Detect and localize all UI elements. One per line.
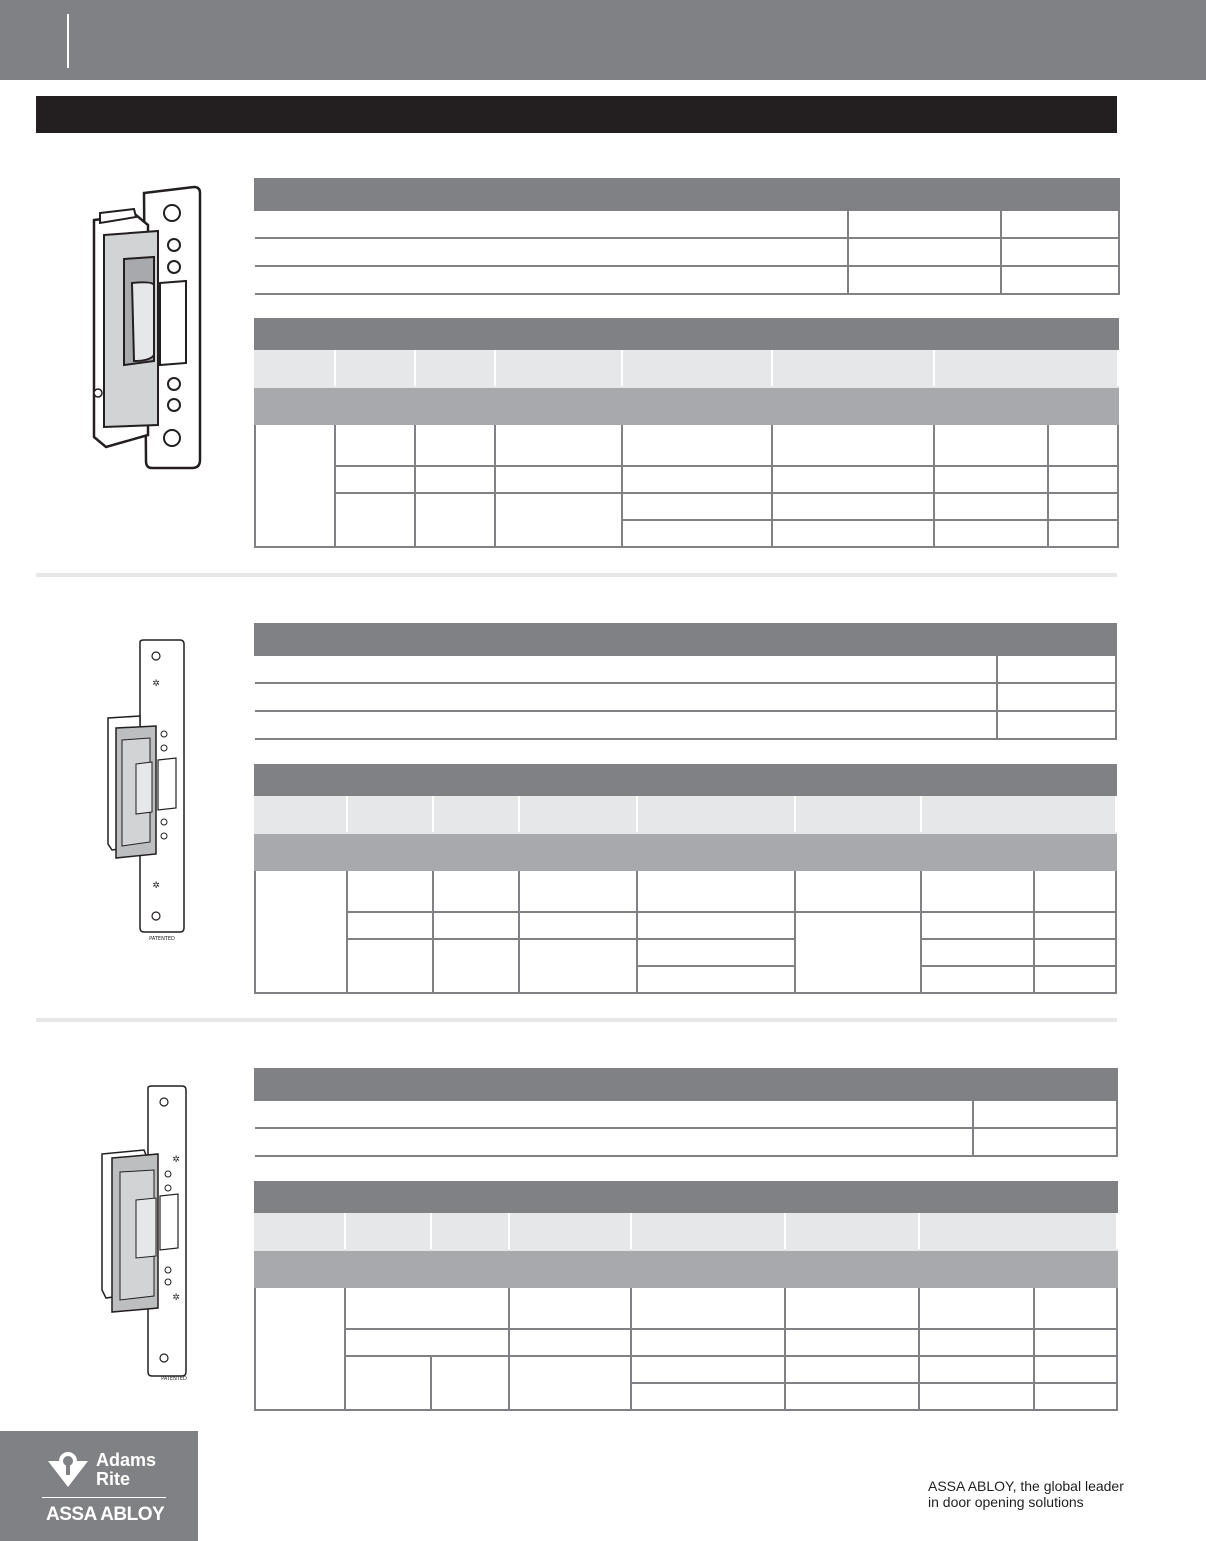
table-cell (433, 912, 519, 939)
header-cell (848, 179, 1001, 210)
table-cell (934, 493, 1048, 520)
table-cell (848, 266, 1001, 294)
section-divider (36, 573, 1117, 577)
table-cell (345, 1287, 431, 1329)
section-title-bar (36, 96, 1117, 133)
table-cell (347, 939, 433, 993)
table-cell (519, 912, 637, 939)
table-cell (1034, 1329, 1117, 1356)
table-cell (335, 424, 415, 466)
tagline-line-2: in door opening solutions (928, 1494, 1084, 1510)
patented-label: PATENTED (161, 1376, 187, 1382)
footer-tagline (928, 1478, 1124, 1510)
spec-table-2 (254, 764, 1117, 994)
table-cell (795, 870, 921, 912)
table-cell (255, 424, 335, 547)
spec-table-1 (254, 318, 1119, 548)
table-cell (934, 424, 1048, 466)
header-cell (255, 319, 1118, 349)
table-cell (1001, 210, 1119, 238)
table-cell (921, 939, 1034, 966)
section-divider (36, 1018, 1117, 1022)
header-cell (921, 795, 1116, 833)
table-cell (509, 1287, 631, 1329)
table-cell (509, 1329, 631, 1356)
table-cell (415, 493, 495, 547)
table-cell (433, 870, 519, 912)
header-cell (785, 1212, 919, 1250)
table-cell (785, 1383, 919, 1410)
table-cell (785, 1287, 919, 1329)
header-cell (631, 1212, 785, 1250)
table-cell (795, 912, 921, 993)
table-cell (495, 466, 622, 493)
svg-text:✲: ✲ (172, 1155, 180, 1165)
table-cell (631, 1383, 785, 1410)
table-cell (637, 870, 795, 912)
table-cell (934, 520, 1048, 547)
header-cell (255, 765, 1116, 795)
table-cell (919, 1329, 1034, 1356)
header-cell (345, 1212, 431, 1250)
brand-name (96, 1451, 156, 1489)
function-table-3 (254, 1068, 1118, 1157)
table-cell (785, 1356, 919, 1383)
header-cell (997, 624, 1116, 655)
brand-line-1: Adams (96, 1450, 157, 1470)
header-cell (255, 1212, 345, 1250)
table-cell (255, 870, 347, 993)
table-cell (921, 912, 1034, 939)
table-cell (495, 424, 622, 466)
table-cell (415, 466, 495, 493)
svg-text:✲: ✲ (152, 679, 160, 689)
table-cell (495, 493, 622, 547)
svg-text:✲: ✲ (172, 1293, 180, 1303)
table-cell (519, 939, 637, 993)
header-cell (495, 349, 622, 387)
table-cell (255, 1100, 973, 1128)
table-cell (431, 1329, 509, 1356)
function-table-2 (254, 623, 1117, 740)
table-cell (255, 1287, 345, 1410)
table-cell (637, 912, 795, 939)
table-cell (622, 424, 772, 466)
table-cell (919, 1356, 1034, 1383)
table-cell (622, 520, 772, 547)
band-cell (255, 833, 1116, 870)
table-cell (255, 210, 848, 238)
spec-table-3 (254, 1181, 1118, 1411)
logo-divider (42, 1497, 166, 1498)
table-cell (1048, 424, 1118, 466)
table-cell (415, 424, 495, 466)
header-tick (67, 14, 69, 68)
svg-text:✲: ✲ (152, 881, 160, 891)
table-cell (848, 238, 1001, 266)
table-cell (934, 466, 1048, 493)
table-cell (848, 210, 1001, 238)
header-cell (255, 1069, 973, 1100)
table-cell (1001, 266, 1119, 294)
header-cell (934, 349, 1118, 387)
band-cell (255, 387, 1118, 424)
header-cell (772, 349, 934, 387)
table-cell (509, 1356, 631, 1410)
table-cell (1048, 466, 1118, 493)
table-cell (255, 1128, 973, 1156)
header-cell (431, 1212, 509, 1250)
table-cell (631, 1329, 785, 1356)
header-cell (415, 349, 495, 387)
table-cell (1034, 1287, 1117, 1329)
table-cell (255, 266, 848, 294)
table-cell (1034, 870, 1116, 912)
table-cell (431, 1287, 509, 1329)
header-cell (509, 1212, 631, 1250)
header-cell (622, 349, 772, 387)
header-cell (255, 179, 848, 210)
header-cell (335, 349, 415, 387)
table-cell (637, 966, 795, 993)
header-cell (255, 624, 997, 655)
table-cell (637, 939, 795, 966)
table-cell (335, 466, 415, 493)
table-cell (785, 1329, 919, 1356)
table-cell (335, 493, 415, 547)
table-cell (1048, 493, 1118, 520)
table-cell (255, 683, 997, 711)
header-cell (255, 349, 335, 387)
table-cell (997, 655, 1116, 683)
header-band (0, 0, 1206, 80)
header-cell (637, 795, 795, 833)
table-cell (1034, 966, 1116, 993)
patented-label: PATENTED (149, 936, 175, 942)
table-cell (622, 466, 772, 493)
header-cell (255, 795, 347, 833)
table-cell (921, 870, 1034, 912)
brand-line-2: Rite (96, 1469, 131, 1489)
table-cell (921, 966, 1034, 993)
header-cell (347, 795, 433, 833)
table-cell (345, 1329, 431, 1356)
table-cell (919, 1287, 1034, 1329)
table-cell (973, 1128, 1117, 1156)
table-cell (255, 711, 997, 739)
table-cell (772, 466, 934, 493)
header-cell (433, 795, 519, 833)
table-cell (973, 1100, 1117, 1128)
header-cell (1001, 179, 1119, 210)
parent-brand: ASSA ABLOY (46, 1504, 165, 1525)
table-cell (997, 711, 1116, 739)
header-cell (519, 795, 637, 833)
table-cell (631, 1287, 785, 1329)
table-cell (1034, 1356, 1117, 1383)
electric-strike-image-3 (98, 1082, 198, 1388)
table-cell (772, 493, 934, 520)
electric-strike-image-1 (76, 185, 216, 475)
band-cell (255, 1250, 1117, 1287)
table-cell (631, 1356, 785, 1383)
table-cell (1048, 520, 1118, 547)
table-cell (433, 939, 519, 993)
table-cell (347, 870, 433, 912)
header-cell (795, 795, 921, 833)
table-cell (772, 520, 934, 547)
header-cell (919, 1212, 1117, 1250)
table-cell (255, 238, 848, 266)
table-cell (1001, 238, 1119, 266)
table-cell (1034, 939, 1116, 966)
table-cell (347, 912, 433, 939)
table-cell (772, 424, 934, 466)
table-cell (345, 1356, 431, 1410)
table-cell (919, 1383, 1034, 1410)
table-cell (255, 655, 997, 683)
header-cell (255, 1182, 1117, 1212)
table-cell (1034, 1383, 1117, 1410)
table-cell (431, 1356, 509, 1410)
function-table-1 (254, 178, 1120, 295)
electric-strike-image-2 (100, 636, 200, 946)
table-cell (519, 870, 637, 912)
header-cell (973, 1069, 1117, 1100)
table-cell (997, 683, 1116, 711)
table-cell (1034, 912, 1116, 939)
adams-rite-logo-icon (44, 1451, 92, 1491)
brand-logo-box (0, 1431, 198, 1541)
table-cell (622, 493, 772, 520)
tagline-line-1: ASSA ABLOY, the global leader (928, 1478, 1124, 1494)
